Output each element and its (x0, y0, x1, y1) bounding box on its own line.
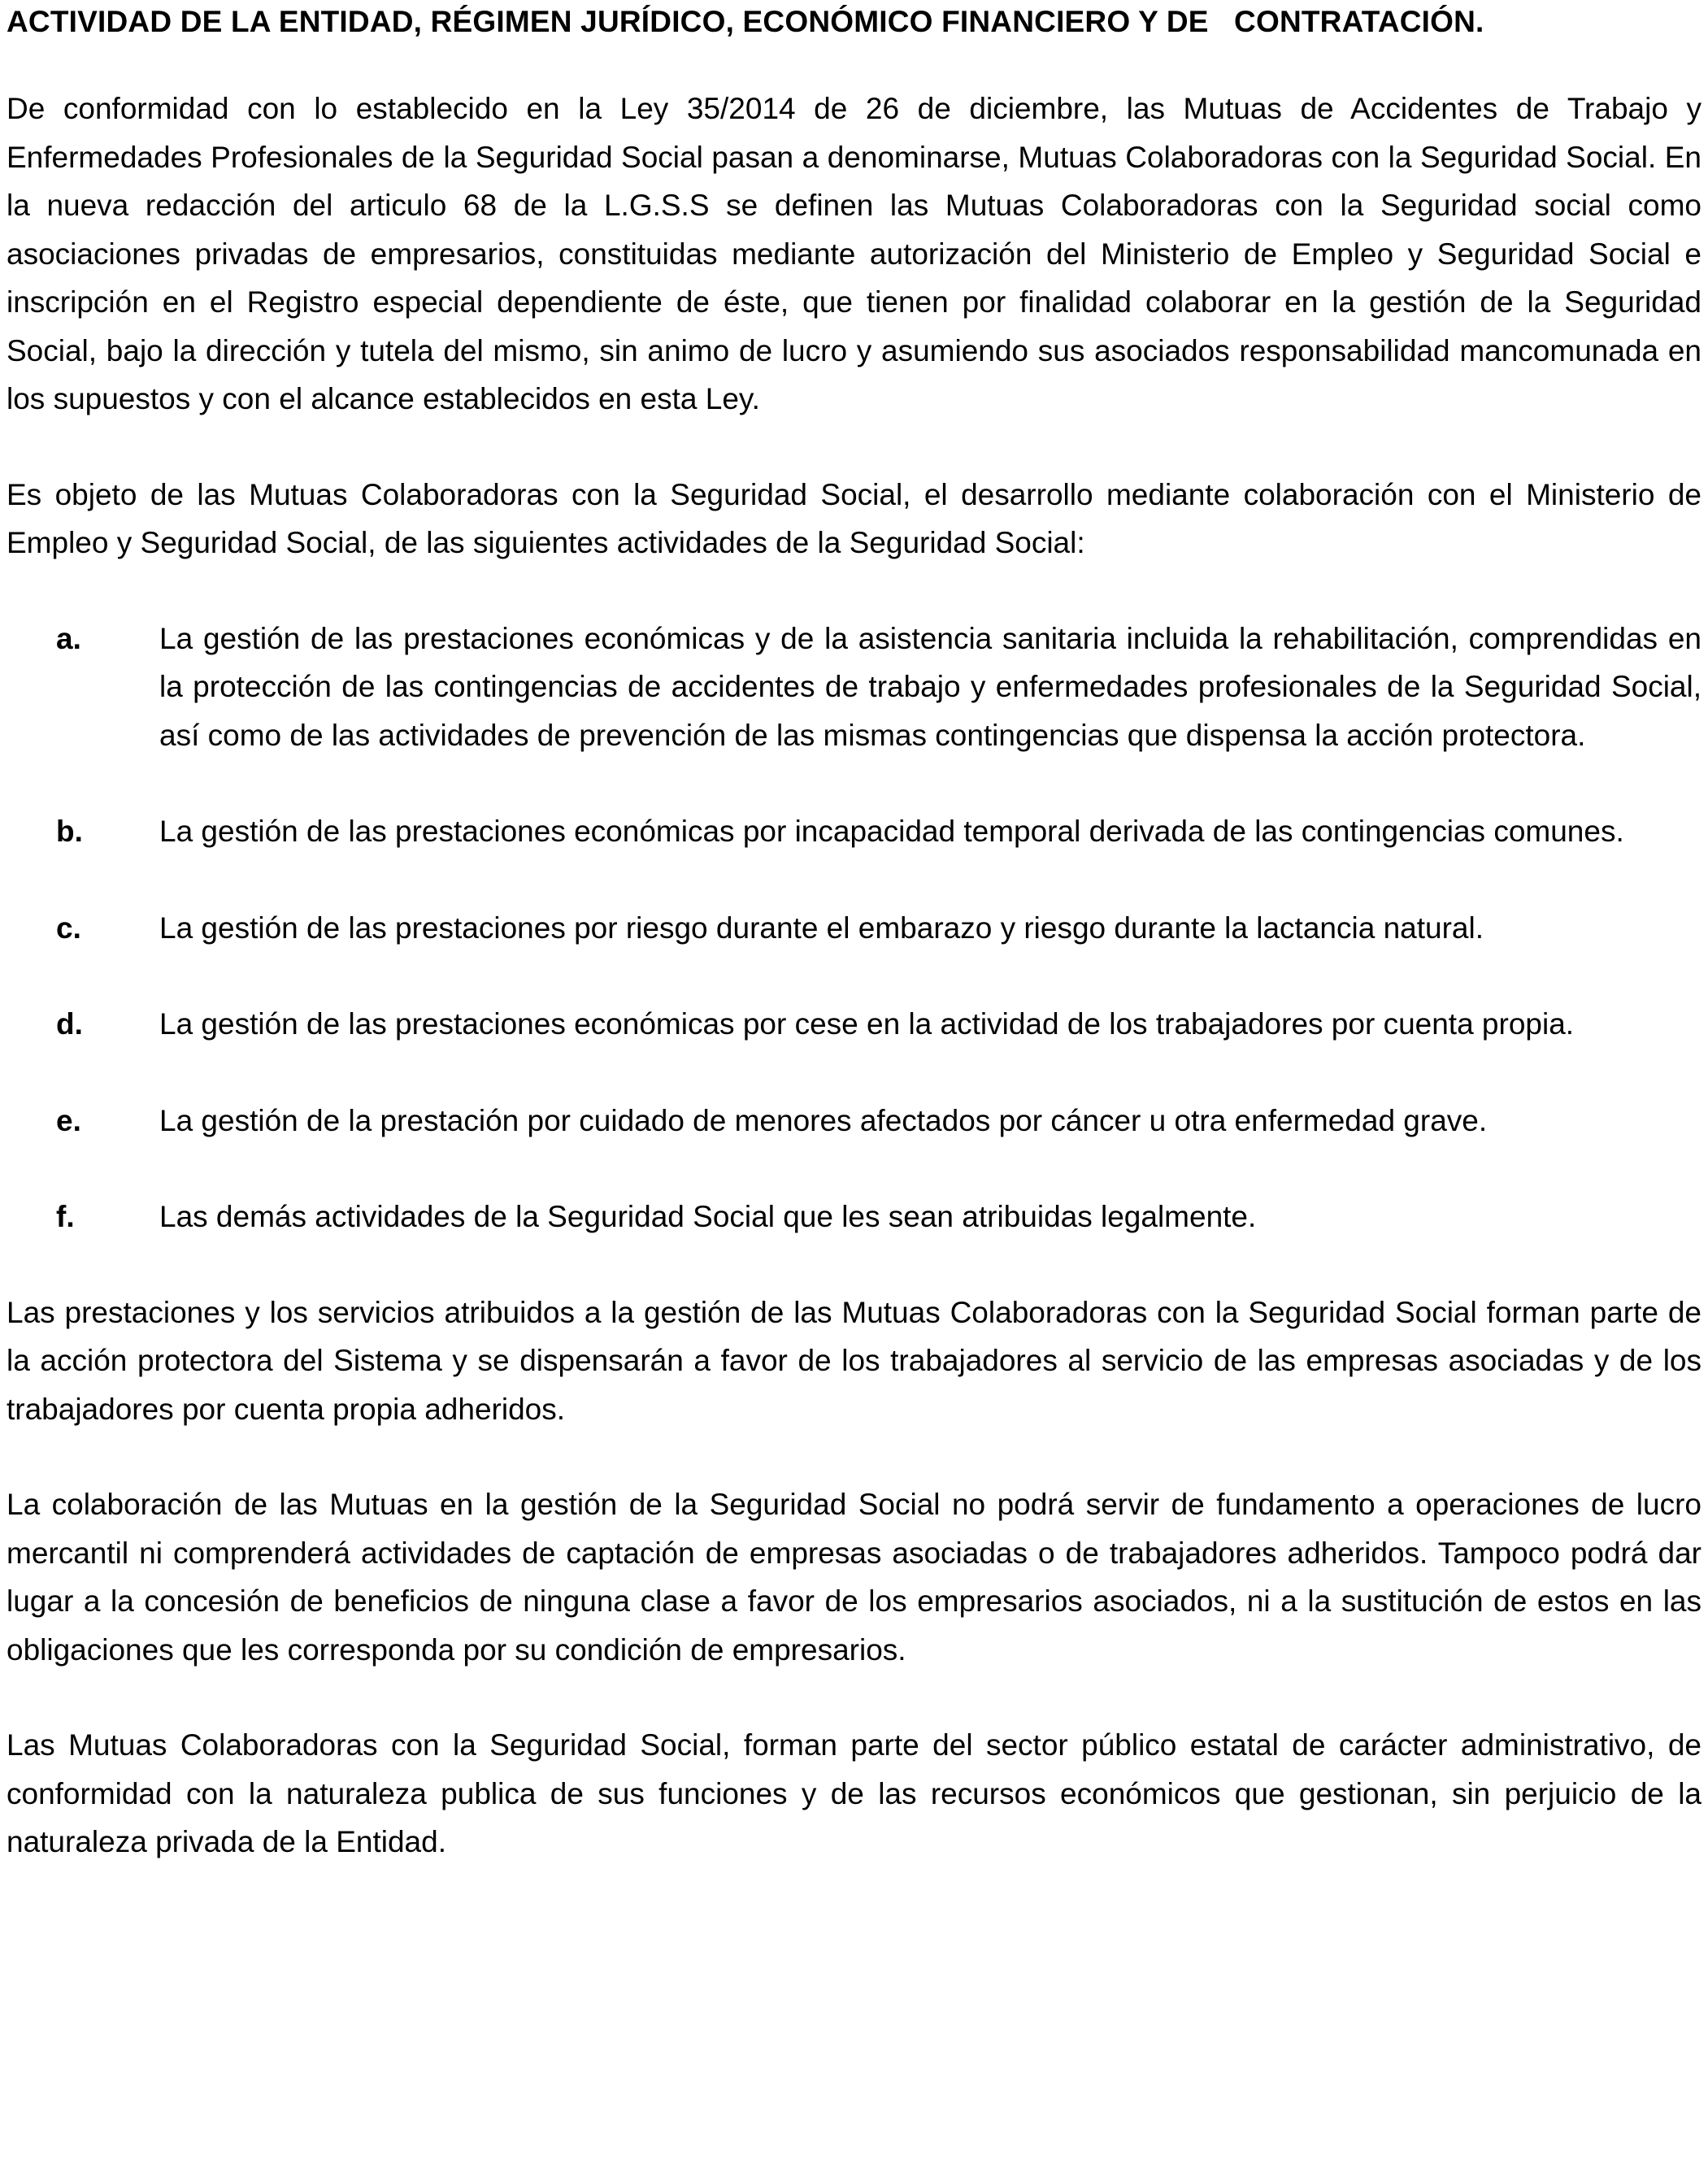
list-marker: c. (56, 910, 81, 945)
list-item-b (7, 807, 1701, 856)
paragraph-colaboracion: La colaboración de las Mutuas en la gestión de la Seguridad Social no podrá servir de fundamento a operaciones de lucro mercantil ni comprenderá actividades de captación de empresas asociadas o de trabajadores adheridos. Tampoco podrá dar lugar a la concesión de beneficios de ninguna clase a favor de los empresarios asociados, ni a la sustitución de estos en las obligaciones que les corresponda por su condición de empresarios. (7, 1488, 1701, 1667)
list-marker: a. (56, 621, 81, 655)
list-marker: d. (56, 1007, 83, 1041)
list-item-e (7, 1097, 1701, 1145)
document-title: ACTIVIDAD DE LA ENTIDAD, RÉGIMEN JURÍDICO, ECONÓMICO FINANCIERO Y DE CONTRATACIÓN. (7, 5, 1484, 38)
list-marker: e. (56, 1103, 81, 1137)
list-item-text: La gestión de las prestaciones por riesgo durante el embarazo y riesgo durante la lactancia natural. (159, 910, 1484, 945)
list-item-text: La gestión de las prestaciones económicas por cese en la actividad de los trabajadores por cuenta propia. (159, 1007, 1575, 1041)
activities-list (7, 615, 1701, 1241)
paragraph-mutuas-definition: De conformidad con lo establecido en la Ley 35/2014 de 26 de diciembre, las Mutuas de Accidentes de Trabajo y Enfermedades Profesionales de la Seguridad Social pasan a denominarse, Mutuas Colaboradoras con la Seguridad Social. En la nueva redacción del articulo 68 de la L.G.S.S se definen las Mutuas Colaboradoras con la Seguridad social como asociaciones privadas de empresarios, constituidas mediante autorización del Ministerio de Empleo y Seguridad Social e inscripción en el Registro especial dependiente de éste, que tienen por finalidad colaborar en la gestión de la Seguridad Social, bajo la dirección y tutela del mismo, sin animo de lucro y asumiendo sus asociados responsabilidad mancomunada en los supuestos y con el alcance establecidos en esta Ley. (7, 92, 1701, 415)
list-item-text: Las demás actividades de la Seguridad Social que les sean atribuidas legalmente. (159, 1200, 1257, 1233)
paragraph-mutuas-objeto: Es objeto de las Mutuas Colaboradoras con la Seguridad Social, el desarrollo mediante colaboración con el Ministerio de Empleo y Seguridad Social, de las siguientes actividades de la Seguridad Social: (7, 477, 1701, 559)
list-item-text: La gestión de la prestación por cuidado de menores afectados por cáncer u otra enfermedad grave. (159, 1103, 1488, 1137)
paragraph-prestaciones: Las prestaciones y los servicios atribuidos a la gestión de las Mutuas Colaboradoras con la Seguridad Social forman parte de la acción protectora del Sistema y se dispensarán a favor de los trabajadores al servicio de las empresas asociadas y de los trabajadores por cuenta propia adheridos. (7, 1295, 1701, 1426)
list-item-d (7, 1000, 1701, 1049)
list-item-text: La gestión de las prestaciones económicas por incapacidad temporal derivada de las contingencias comunes. (159, 815, 1624, 848)
list-item-f (7, 1193, 1701, 1241)
document-page (7, 0, 1701, 1867)
list-marker: b. (56, 815, 83, 848)
list-item-c (7, 904, 1701, 953)
list-item-a (7, 615, 1701, 760)
list-marker: f. (56, 1200, 75, 1233)
paragraph-sector-publico: Las Mutuas Colaboradoras con la Seguridad Social, forman parte del sector público estatal de carácter administrativo, de conformidad con la naturaleza publica de sus funciones y de las recursos económicos que gestionan, sin perjuicio de la naturaleza privada de la Entidad. (7, 1728, 1701, 1858)
list-item-text: La gestión de las prestaciones económicas y de la asistencia sanitaria incluida la rehabilitación, comprendidas en la protección de las contingencias de accidentes de trabajo y enfermedades profesionales de la Seguridad Social, así como de las actividades de prevención de las mismas contingencias que dispensa la acción protectora. (159, 621, 1701, 752)
